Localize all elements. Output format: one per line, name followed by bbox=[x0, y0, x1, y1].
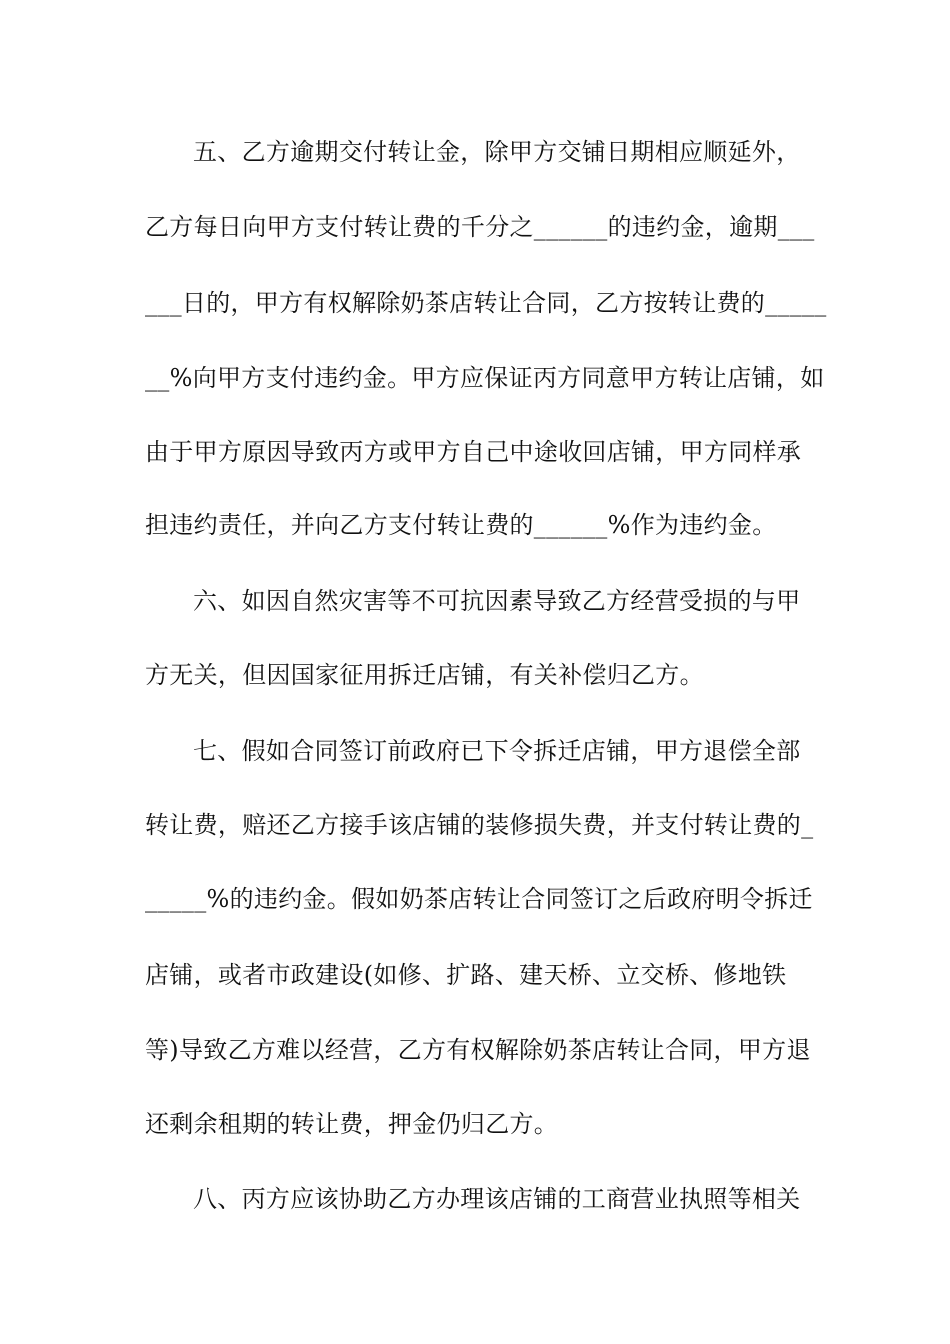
clause-7-line-2: 转让费，赔还乙方接手该店铺的装修损失费，并支付转让费的_ bbox=[145, 811, 814, 839]
clause-6-line-1: 六、如因自然灾害等不可抗因素导致乙方经营受损的与甲 bbox=[193, 587, 801, 615]
clause-6-line-2: 方无关，但因国家征用拆迁店铺，有关补偿归乙方。 bbox=[145, 661, 704, 689]
clause-5-line-4: __%向甲方支付违约金。甲方应保证丙方同意甲方转让店铺，如 bbox=[145, 364, 825, 392]
clause-5-line-6: 担违约责任，并向乙方支付转让费的______%作为违约金。 bbox=[145, 511, 777, 539]
clause-7-line-5: 等)导致乙方难以经营，乙方有权解除奶茶店转让合同，甲方退 bbox=[145, 1036, 811, 1064]
clause-7-line-4: 店铺，或者市政建设(如修、扩路、建天桥、立交桥、修地铁 bbox=[145, 961, 787, 989]
clause-7-line-1: 七、假如合同签订前政府已下令拆迁店铺，甲方退偿全部 bbox=[193, 737, 801, 765]
clause-5-line-5: 由于甲方原因导致丙方或甲方自己中途收回店铺，甲方同样承 bbox=[145, 438, 802, 466]
clause-8-line-1: 八、丙方应该协助乙方办理该店铺的工商营业执照等相关 bbox=[193, 1185, 801, 1213]
clause-5-line-3: ___日的，甲方有权解除奶茶店转让合同，乙方按转让费的_____ bbox=[145, 289, 827, 317]
clause-7-line-3: _____%的违约金。假如奶茶店转让合同签订之后政府明令拆迁 bbox=[145, 885, 813, 913]
clause-7-line-6: 还剩余租期的转让费，押金仍归乙方。 bbox=[145, 1110, 559, 1138]
clause-5-line-2: 乙方每日向甲方支付转让费的千分之______的违约金，逾期___ bbox=[145, 213, 815, 241]
clause-5-line-1: 五、乙方逾期交付转让金，除甲方交铺日期相应顺延外， bbox=[193, 138, 801, 166]
